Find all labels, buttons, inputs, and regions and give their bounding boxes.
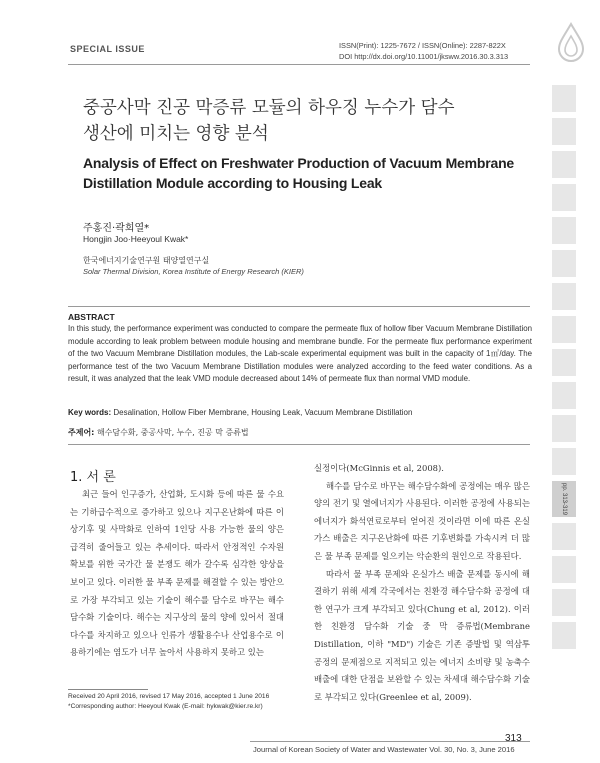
korean-title-line-1: 중공사막 진공 막증류 모듈의 하우징 누수가 담수	[83, 98, 455, 118]
side-tab[interactable]	[552, 283, 576, 310]
keywords-korean	[68, 427, 249, 438]
footer-rule	[250, 741, 530, 742]
abstract-top-rule	[68, 306, 530, 307]
affiliation-korean: 한국에너지기술연구원 태양열연구실	[83, 256, 210, 265]
affiliation-english: Solar Thermal Division, Korea Institute of Energy Research (KIER)	[83, 267, 304, 276]
side-tab[interactable]	[552, 556, 576, 583]
side-tab[interactable]	[552, 217, 576, 244]
footnote-received: Received 20 April 2016, revised 17 May 2016, accepted 1 June 2016	[68, 693, 270, 700]
intro-heading: 1. 서 론	[70, 470, 116, 485]
abstract-heading: ABSTRACT	[68, 312, 115, 322]
intro-right-paragraph-1: 실정이다(McGinnis et al, 2008).	[314, 463, 444, 473]
issn-line: ISSN(Print): 1225-7672 / ISSN(Online): 2287-822X	[339, 41, 506, 50]
side-tab[interactable]	[552, 349, 576, 376]
authors-english: Hongjin Joo·Heeyoul Kwak*	[83, 234, 189, 244]
keywords-text: Desalination, Hollow Fiber Membrane, Housing Leak, Vacuum Membrane Distillation	[113, 408, 413, 417]
side-tab[interactable]	[552, 316, 576, 343]
side-tab[interactable]	[552, 151, 576, 178]
journal-footer: Journal of Korean Society of Water and Wastewater Vol. 30, No. 3, June 2016	[253, 745, 515, 754]
footnote-corresponding: *Corresponding author: Heeyoul Kwak (E-mail: hykwak@kier.re.kr)	[68, 703, 263, 710]
side-tab[interactable]	[552, 382, 576, 409]
issn-doi-block	[339, 40, 508, 62]
doi-line[interactable]: DOI http://dx.doi.org/10.11001/jksww.2016.30.3.313	[339, 52, 509, 61]
english-title-line-2: Distillation Module according to Housing Leak	[83, 175, 383, 191]
section-label: SPECIAL ISSUE	[70, 44, 145, 54]
english-title	[83, 153, 523, 193]
side-tab[interactable]	[552, 118, 576, 145]
side-tab[interactable]	[552, 589, 576, 616]
side-tab[interactable]	[552, 184, 576, 211]
keywords-english	[68, 408, 412, 417]
page-number: 313	[505, 733, 522, 744]
keywords-korean-text: 해수담수화, 중공사막, 누수, 진공 막 증류법	[96, 428, 249, 437]
side-tab[interactable]	[552, 415, 576, 442]
intro-right-paragraph-2: 해수를 담수로 바꾸는 해수담수화에 공정에는 매우 많은 양의 전기 및 열에너지가 사용된다. 이러한 공정에 사용되는 에너지가 화석연료로부터 얻어진 것이라면 이에 따른 온실가스 배출은 지구온난화에 따른 기후변화를 가속시켜 더 많은 물 부족 문제를 일으키는 악순환의 원인으로 작용된다.	[314, 480, 530, 561]
intro-right-paragraph-3: 따라서 물 부족 문제와 온실가스 배출 문제를 동시에 해결하기 위해 세계 각국에서는 친환경 해수담수화 공정에 대한 연구가 크게 부각되고 있다(Chung et al, 2012). 이러한 친환경 담수화 기술 중 막 증류법(Membrane Distillation, 이하 "MD") 기술은 기존 증발법 및 역삼투 공정의 문제점으로 지적되고 있는 에너지 소비량 및 농축수 배출에 대한 단점을 보완할 수 있는 차세대 해수담수화 기술로 부각되고 있다(Greenlee et al, 2009).	[314, 568, 530, 702]
footnote	[68, 692, 269, 712]
side-tab[interactable]	[552, 523, 576, 550]
side-tab[interactable]	[552, 250, 576, 277]
abstract-body: In this study, the performance experiment was conducted to compare the permeate flux of hollow fiber Vacuum Membrane Distillation module according to leak problem between module housing and membrane bundle. For the permeate flux performance experiment of the two Vacuum Membrane Distillation modules, the Lab-scale experimental equipment was built in the capacity of 1㎥/day. The performance test of the two Vacuum Membrane Distillation modules were analyzed according to the feed water conditions. As a result, it was analyzed that the leak VMD module decreased about 14% of permeate flux than normal VMD module.	[68, 324, 532, 384]
intro-right-column	[314, 460, 530, 706]
side-tab-active-pages[interactable]: pp. 313-319	[552, 481, 576, 517]
footnote-rule	[68, 689, 148, 690]
korean-title-line-2: 생산에 미치는 영향 분석	[83, 124, 269, 144]
journal-drop-logo-icon	[556, 22, 586, 62]
side-tab[interactable]	[552, 622, 576, 649]
side-tab[interactable]	[552, 85, 576, 112]
authors-korean: 주홍진·곽희열*	[83, 223, 150, 234]
header-rule	[68, 64, 530, 65]
english-title-line-1: Analysis of Effect on Freshwater Production of Vacuum Membrane	[83, 155, 515, 171]
korean-title	[83, 95, 523, 147]
side-tab[interactable]	[552, 448, 576, 475]
side-tab-strip	[552, 85, 576, 655]
keywords-korean-label: 주제어:	[68, 428, 95, 437]
keywords-label: Key words:	[68, 408, 112, 417]
keywords-bottom-rule	[68, 444, 530, 445]
intro-left-column: 최근 들어 인구증가, 산업화, 도시화 등에 따른 물 수요는 기하급수적으로 증가하고 있으나 지구온난화에 따른 이상기후 및 사막화로 인하여 1인당 사용 가능한 물의 양은 급격히 줄어들고 있는 추세이다. 따라서 안정적인 수자원 확보를 위한 국가간 물 분쟁도 해가 갈수록 심각한 양상을 보이고 있다. 이러한 물 부족 문제를 해결할 수 있는 방안으로 가장 부각되고 있는 기술이 해수를 담수로 바꾸는 해수담수화 기술이다. 해수는 지구상의 물의 양에 있어서 절대 다수를 차지하고 있으나 인류가 생활용수나 산업용수로 이용하기에는 염도가 너무 높아서 사용하지 못하고 있는	[70, 489, 284, 658]
